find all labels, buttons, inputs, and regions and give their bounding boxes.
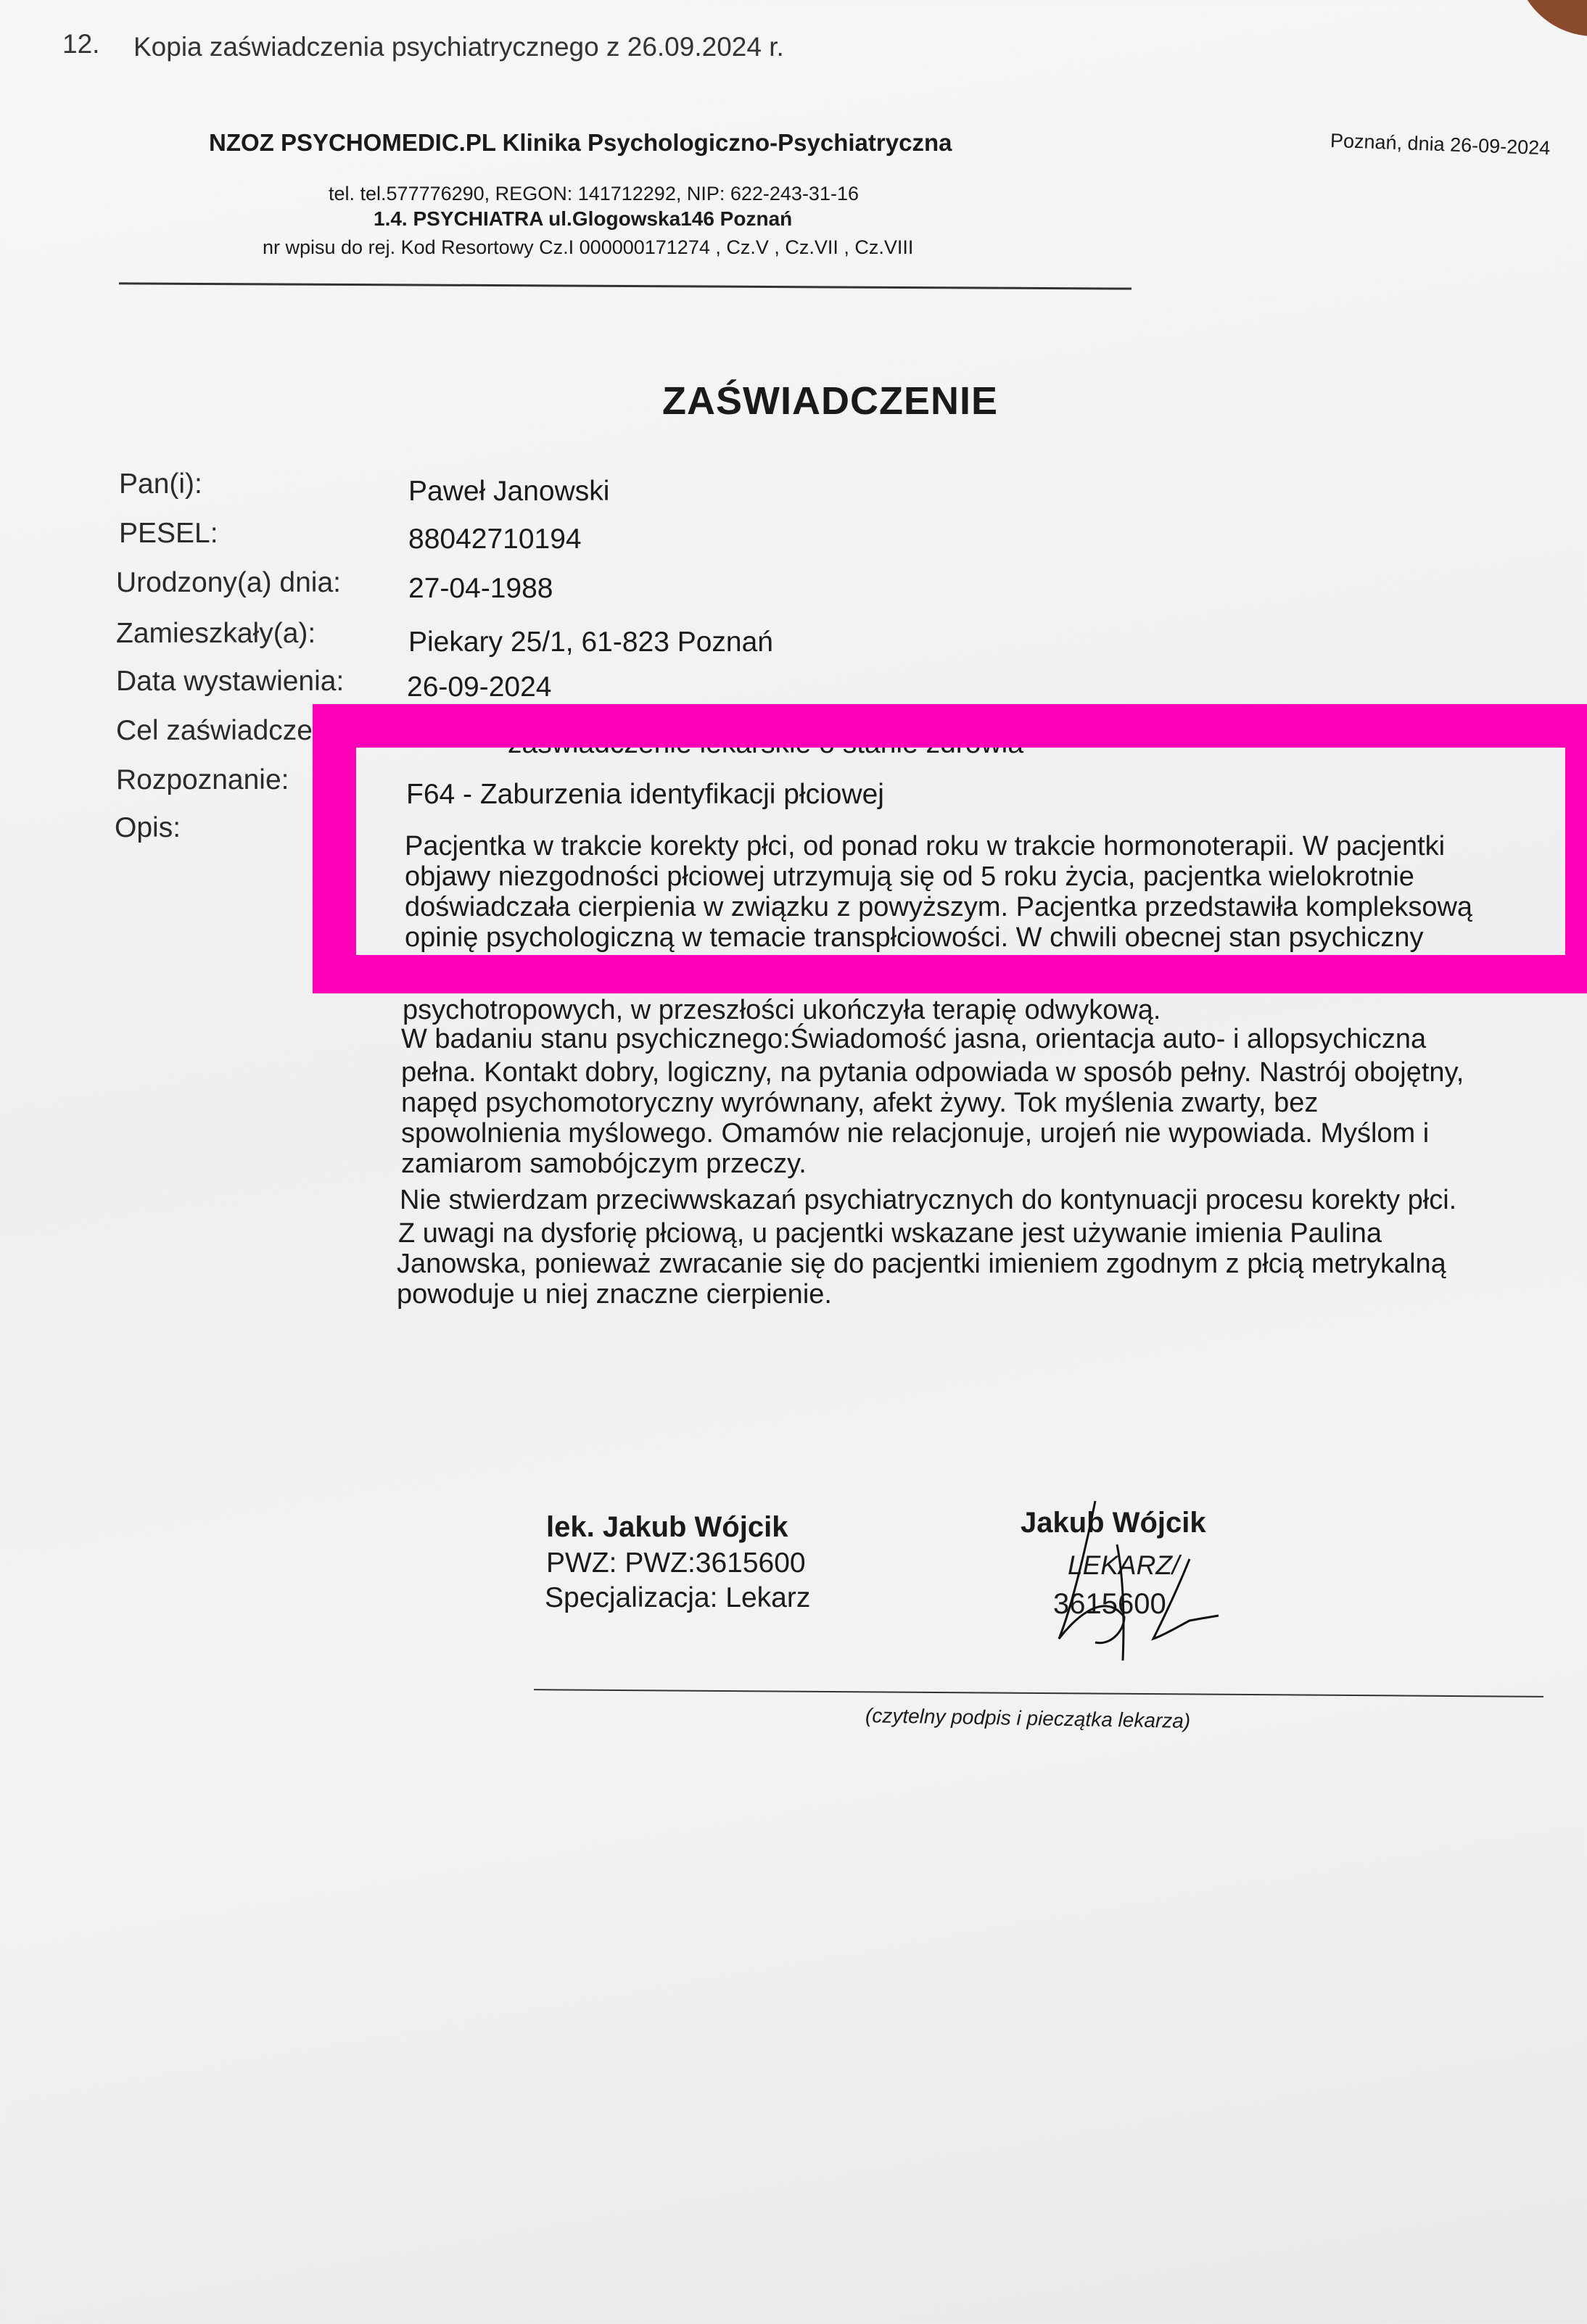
description-line: powoduje u niej znaczne cierpienie. — [397, 1279, 832, 1310]
field-label: Cel zaświadczenia: — [116, 715, 358, 746]
field-value: 27-04-1988 — [408, 573, 553, 604]
field-label: Zamieszkały(a): — [116, 618, 316, 649]
field-label: PESEL: — [119, 518, 218, 549]
description-line: objawy niezgodności płciowej utrzymują się od 5 roku życia, pacjentka wielokrotnie — [405, 861, 1414, 892]
doctor-name: lek. Jakub Wójcik — [546, 1511, 788, 1543]
field-value: 88042710194 — [408, 524, 582, 555]
description-line: opinię psychologiczną w temacie transpłciowości. W chwili obecnej stan psychiczny — [405, 922, 1424, 953]
description-line: pełna. Kontakt dobry, logiczny, na pytania odpowiada w sposób pełny. Nastrój obojętny, — [401, 1057, 1464, 1088]
field-label: Rozpoznanie: — [116, 764, 289, 795]
place-date: Poznań, dnia 26-09-2024 — [1330, 129, 1551, 160]
stamp-title: LEKARZ/ — [1068, 1550, 1180, 1580]
field-value: Piekary 25/1, 61-823 Poznań — [408, 627, 774, 658]
description-line: Janowska, ponieważ zwracanie się do pacjentki imieniem zgodnym z płcią metrykalną — [397, 1249, 1446, 1279]
signature-line — [534, 1689, 1543, 1697]
stamp-number: 3615600 — [1053, 1588, 1166, 1620]
clinic-name: NZOZ PSYCHOMEDIC.PL Klinika Psychologiczno-Psychiatryczna — [209, 129, 952, 156]
field-value: zaświadczenie lekarskie o stanie zdrowia — [508, 728, 1024, 759]
background-corner — [1514, 0, 1587, 36]
item-number: 12. — [62, 29, 100, 59]
field-label: Data wystawienia: — [116, 666, 345, 697]
unit-line: 1.4. PSYCHIATRA ul.Glogowska146 Poznań — [374, 207, 793, 230]
header-divider — [119, 282, 1131, 289]
doctor-pwz: PWZ: PWZ:3615600 — [546, 1547, 806, 1579]
description-line: spowolnienia myślowego. Omamów nie relacjonuje, urojeń nie wypowiada. Myślom i — [401, 1118, 1430, 1149]
redaction-frame — [313, 704, 1587, 993]
description-line: napęd psychomotoryczny wyrównany, afekt żywy. Tok myślenia zwarty, bez — [401, 1088, 1319, 1118]
description-line: doświadczała cierpienia w związku z powyższym. Pacjentka przedstawiła kompleksową — [405, 892, 1473, 922]
field-value: 26-09-2024 — [407, 671, 552, 703]
description-line: Z uwagi na dysforię płciową, u pacjentki wskazane jest używanie imienia Paulina — [398, 1218, 1382, 1249]
doctor-specialization: Specjalizacja: Lekarz — [545, 1582, 811, 1613]
stamp-name: Jakub Wójcik — [1021, 1507, 1206, 1539]
item-title: Kopia zaświadczenia psychiatrycznego z 26.09.2024 r. — [133, 32, 784, 62]
description-line: psychotropowych, w przeszłości ukończyła terapię odwykową. — [403, 995, 1161, 1025]
signature-caption: (czytelny podpis i pieczątka lekarza) — [865, 1704, 1191, 1732]
contact-line: tel. tel.577776290, REGON: 141712292, NIP: 622-243-31-16 — [329, 183, 859, 204]
field-label: Pan(i): — [119, 468, 202, 500]
field-value: Paweł Janowski — [408, 476, 610, 507]
description-line: W badaniu stanu psychicznego:Świadomość jasna, orientacja auto- i allopsychiczna — [401, 1024, 1427, 1054]
description-line: Nie stwierdzam przeciwwskazań psychiatrycznych do kontynuacji procesu korekty płci. — [400, 1185, 1457, 1215]
field-label: Urodzony(a) dnia: — [116, 567, 341, 598]
registry-line: nr wpisu do rej. Kod Resortowy Cz.I 000000171274 , Cz.V , Cz.VII , Cz.VIII — [263, 236, 914, 258]
document-title: ZAŚWIADCZENIE — [662, 379, 998, 423]
handwritten-signature — [1015, 1494, 1262, 1682]
field-label: Opis: — [115, 812, 181, 843]
description-line: Pacjentka w trakcie korekty płci, od ponad roku w trakcie hormonoterapii. W pacjentki — [405, 831, 1446, 861]
field-value: F64 - Zaburzenia identyfikacji płciowej — [406, 779, 884, 810]
description-line: zamiarom samobójczym przeczy. — [401, 1149, 807, 1179]
